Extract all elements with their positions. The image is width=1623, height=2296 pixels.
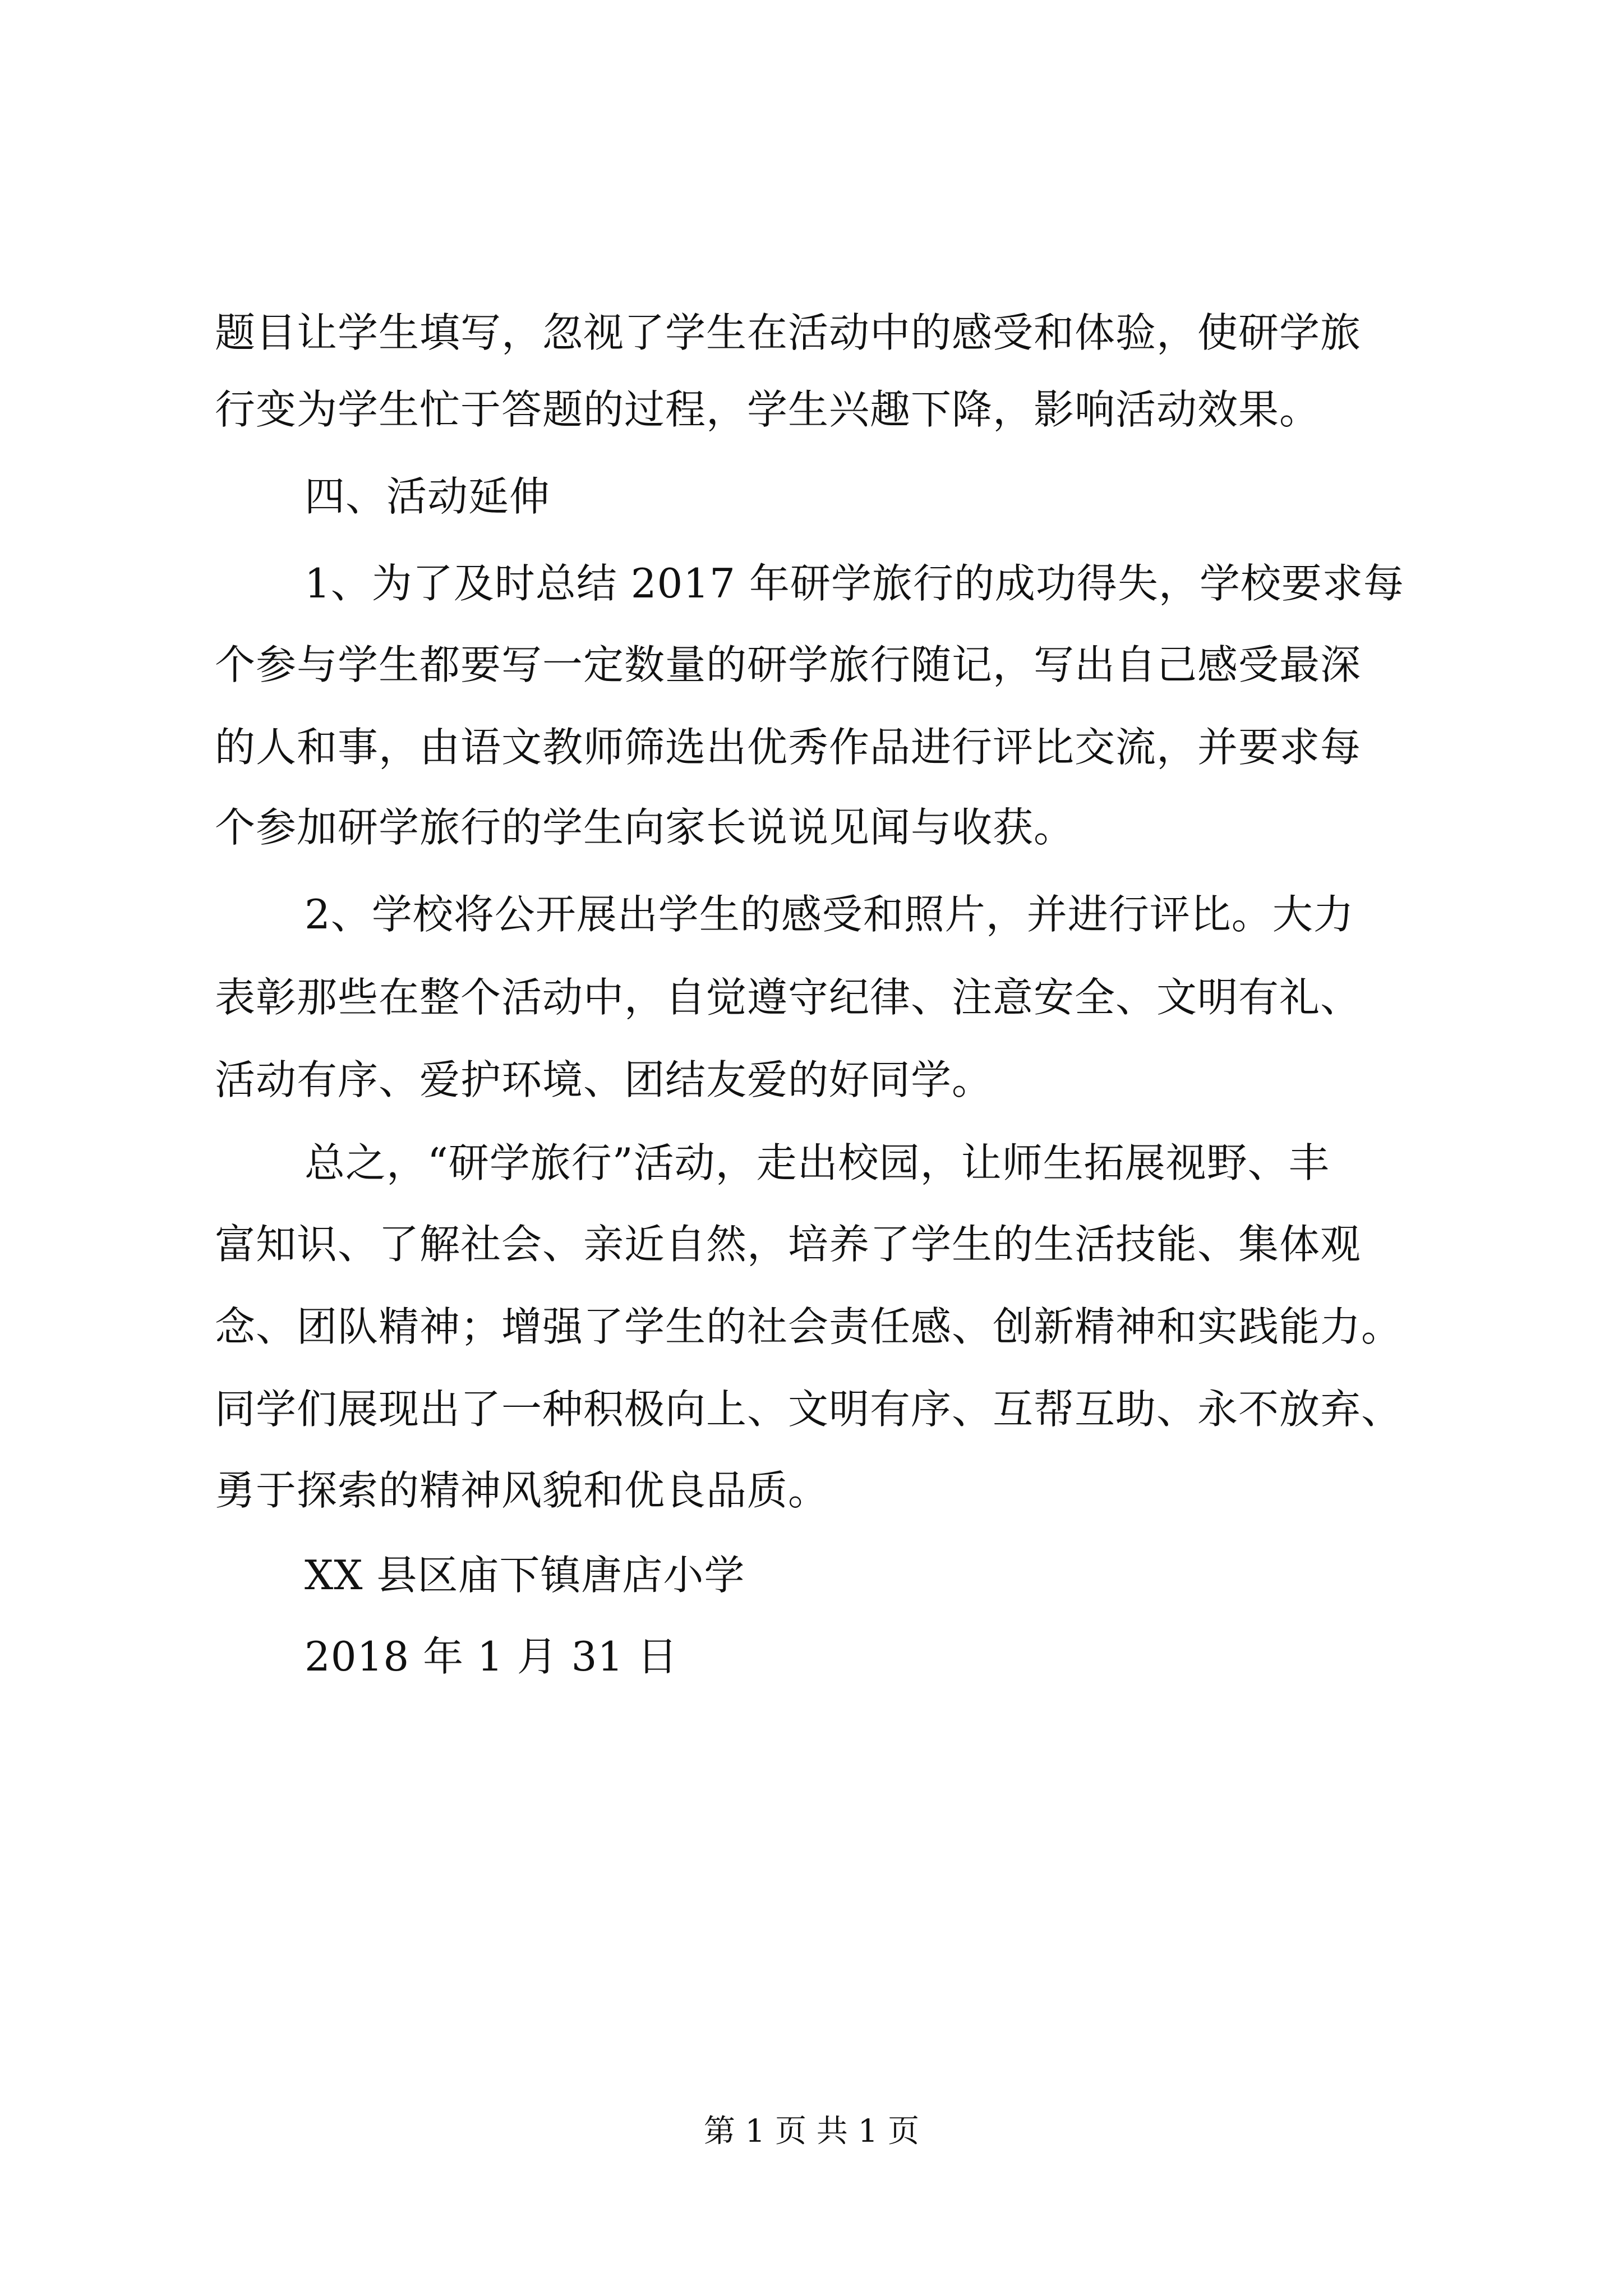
section-heading: 四、活动延伸 [305,473,551,520]
paragraph-line: 行变为学生忙于答题的过程，学生兴趣下降，影响活动效果。 [215,386,1321,433]
paragraph-line: 个参与学生都要写一定数量的研学旅行随记，写出自己感受最深 [215,641,1362,688]
signature-date: 2018 年 1 月 31 日 [305,1633,679,1680]
paragraph-line: 活动有序、爱护环境、团结友爱的好同学。 [215,1056,993,1103]
paragraph-line: 个参加研学旅行的学生向家长说说见闻与收获。 [215,804,1075,851]
paragraph-line: 1、为了及时总结 2017 年研学旅行的成功得失，学校要求每 [305,560,1404,607]
paragraph-line: 念、团队精神；增强了学生的社会责任感、创新精神和实践能力。 [215,1303,1403,1350]
paragraph-line: 表彰那些在整个活动中，自觉遵守纪律、注意安全、文明有礼、 [215,974,1362,1021]
paragraph-line: 的人和事，由语文教师筛选出优秀作品进行评比交流，并要求每 [215,724,1362,771]
paragraph-line: 总之，“研学旅行”活动，走出校园，让师生拓展视野、丰 [305,1139,1330,1186]
paragraph-line: 同学们展现出了一种积极向上、文明有序、互帮互助、永不放弃、 [215,1386,1403,1433]
paragraph-line: 题目让学生填写，忽视了学生在活动中的感受和体验，使研学旅 [215,309,1362,356]
signature-school: XX 县区庙下镇唐店小学 [305,1552,745,1599]
paragraph-line: 富知识、了解社会、亲近自然，培养了学生的生活技能、集体观 [215,1221,1362,1268]
paragraph-line: 2、学校将公开展出学生的感受和照片，并进行评比。大力 [305,891,1354,938]
paragraph-line: 勇于探索的精神风貌和优良品质。 [215,1467,829,1514]
page-footer: 第 1 页 共 1 页 [703,2113,920,2150]
